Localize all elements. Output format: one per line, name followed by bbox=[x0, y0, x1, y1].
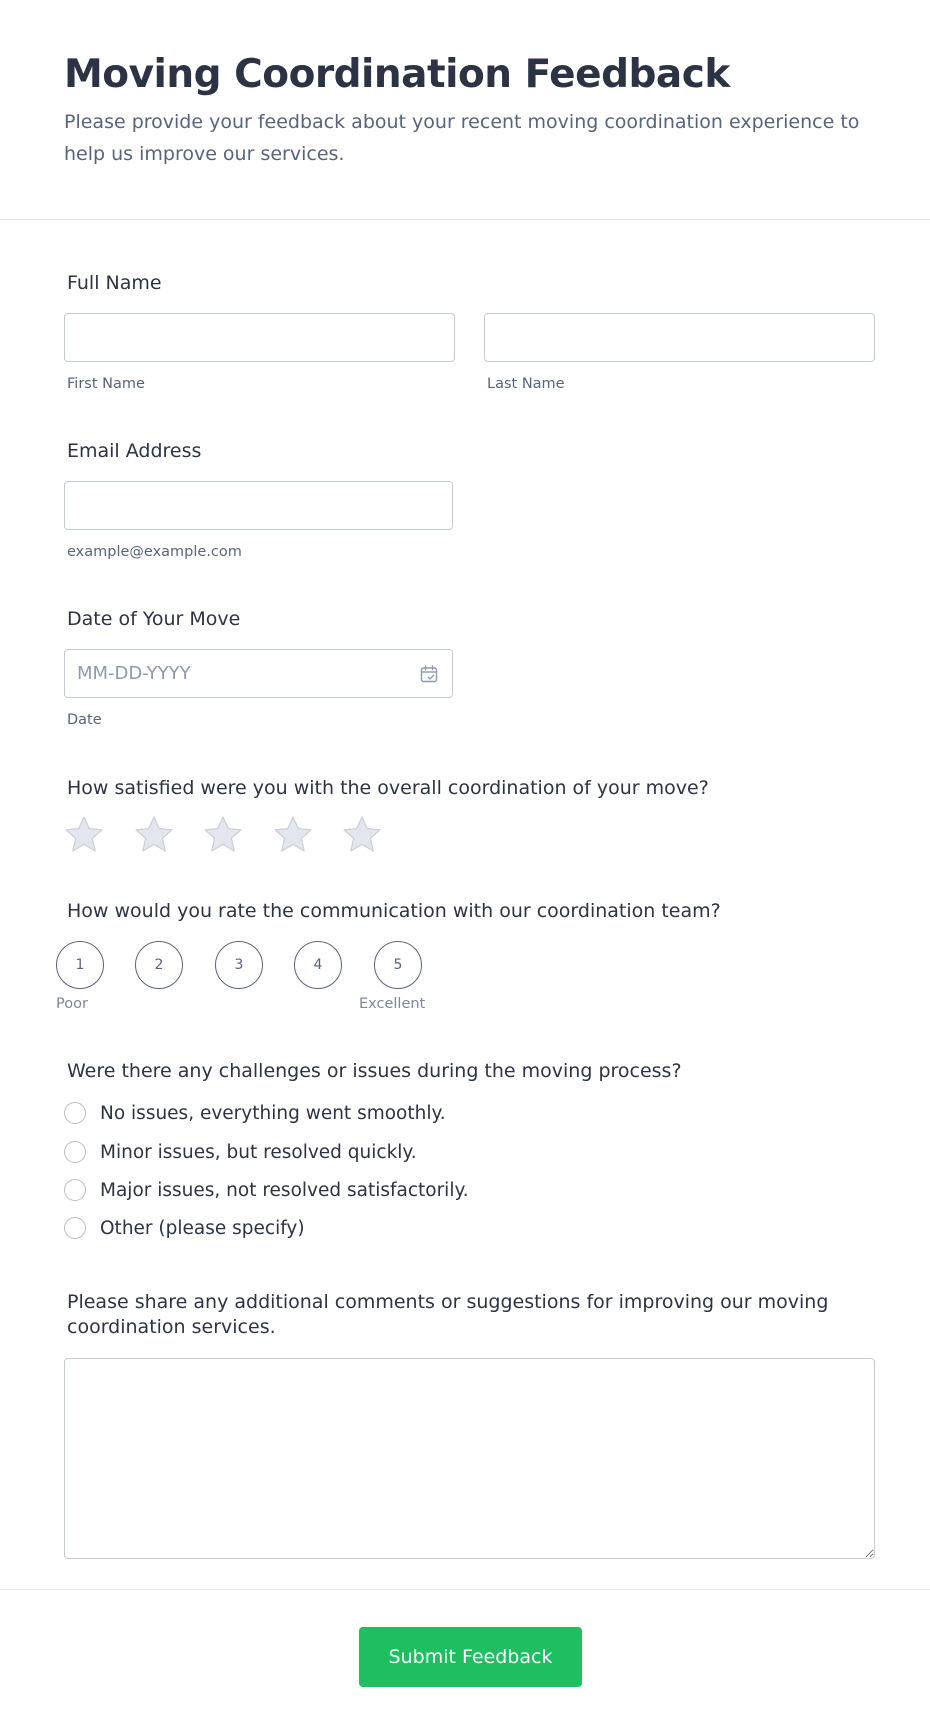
scale-option-5[interactable]: 5 bbox=[374, 941, 422, 989]
first-name-input[interactable] bbox=[64, 313, 455, 362]
satisfaction-label: How satisfied were you with the overall coordination of your move? bbox=[67, 777, 709, 799]
radio-option-other[interactable] bbox=[64, 1215, 305, 1241]
radio-option-label: No issues, everything went smoothly. bbox=[100, 1102, 446, 1124]
email-input[interactable] bbox=[64, 481, 453, 530]
radio-circle[interactable] bbox=[64, 1217, 86, 1239]
challenges-label: Were there any challenges or issues during the moving process? bbox=[67, 1060, 682, 1082]
page-title: Moving Coordination Feedback bbox=[64, 52, 730, 97]
scale-option-3[interactable]: 3 bbox=[215, 941, 263, 989]
scale-option-1[interactable]: 1 bbox=[56, 941, 104, 989]
radio-circle[interactable] bbox=[64, 1141, 86, 1163]
comments-textarea[interactable] bbox=[64, 1358, 875, 1559]
form-footer bbox=[0, 1589, 930, 1736]
radio-option-no-issues[interactable] bbox=[64, 1100, 446, 1126]
calendar-icon[interactable] bbox=[419, 664, 439, 684]
scale-max-caption: Excellent bbox=[359, 996, 426, 1012]
last-name-sublabel: Last Name bbox=[487, 376, 565, 392]
move-date-input[interactable] bbox=[64, 649, 453, 698]
communication-label: How would you rate the communication with our coordination team? bbox=[67, 900, 721, 922]
star-5-icon[interactable] bbox=[342, 815, 382, 855]
radio-option-label: Minor issues, but resolved quickly. bbox=[100, 1141, 417, 1163]
email-label: Email Address bbox=[67, 440, 202, 462]
move-date-sublabel: Date bbox=[67, 712, 102, 728]
full-name-label: Full Name bbox=[67, 272, 162, 294]
radio-option-major-issues[interactable] bbox=[64, 1177, 469, 1203]
star-2-icon[interactable] bbox=[134, 815, 174, 855]
radio-circle[interactable] bbox=[64, 1179, 86, 1201]
comments-label: Please share any additional comments or suggestions for improving our moving coordination services. bbox=[67, 1291, 829, 1338]
star-1-icon[interactable] bbox=[64, 815, 104, 855]
first-name-sublabel: First Name bbox=[67, 376, 145, 392]
page-subtitle: Please provide your feedback about your recent moving coordination experience to help us improve our services. bbox=[64, 111, 860, 165]
scale-option-4[interactable]: 4 bbox=[294, 941, 342, 989]
radio-option-minor-issues[interactable] bbox=[64, 1139, 417, 1165]
email-sublabel: example@example.com bbox=[67, 544, 242, 560]
submit-button[interactable]: Submit Feedback bbox=[359, 1627, 582, 1687]
form-header bbox=[0, 0, 930, 220]
star-4-icon[interactable] bbox=[273, 815, 313, 855]
radio-option-label: Other (please specify) bbox=[100, 1217, 305, 1239]
star-3-icon[interactable] bbox=[203, 815, 243, 855]
radio-circle[interactable] bbox=[64, 1102, 86, 1124]
last-name-input[interactable] bbox=[484, 313, 875, 362]
move-date-label: Date of Your Move bbox=[67, 608, 241, 630]
radio-option-label: Major issues, not resolved satisfactorily. bbox=[100, 1179, 469, 1201]
scale-min-caption: Poor bbox=[56, 996, 88, 1012]
scale-option-2[interactable]: 2 bbox=[135, 941, 183, 989]
